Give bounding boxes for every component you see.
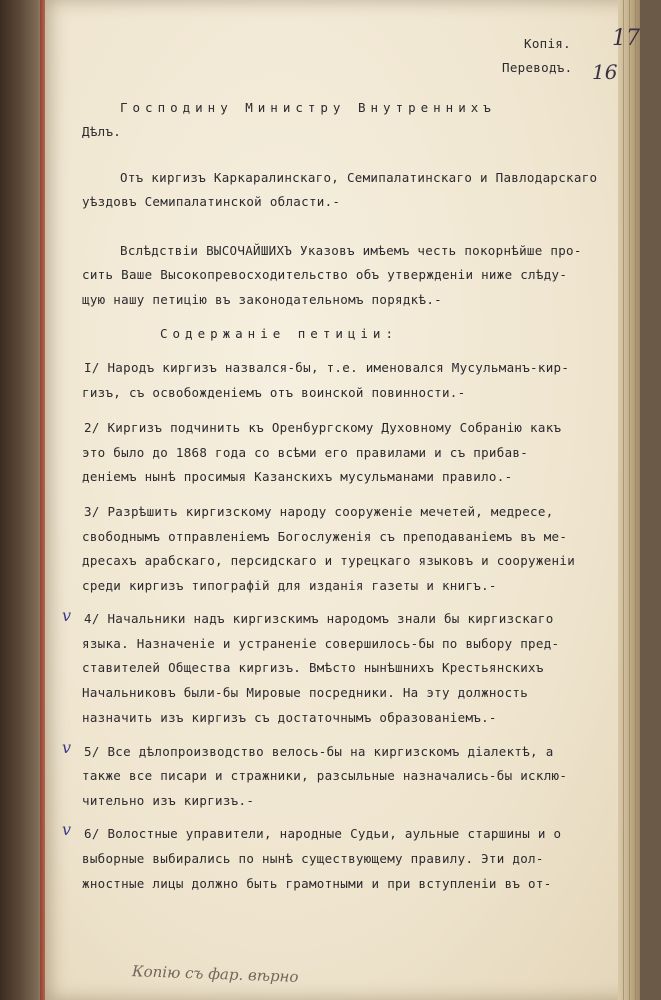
point-4-line-5: назначить изъ киргизъ съ достаточнымъ образованіемъ.-	[82, 710, 497, 725]
address-line-1: Господину Министру Внутреннихъ	[120, 100, 496, 115]
intro-line-3: щую нашу петицію въ законодательномъ порядкѣ.-	[82, 292, 442, 307]
point-6-line-2: выборные выбирались по нынѣ существующему правилу. Эти дол-	[82, 851, 544, 866]
point-1-line-2: гизъ, съ освобожденіемъ отъ воинской повинности.-	[82, 385, 466, 400]
intro-line-2: сить Ваше Высокопревосходительство объ утвержденіи ниже слѣду-	[82, 267, 568, 282]
point-3-line-2: свободнымъ отправленіемъ Богослуженія съ преподаваніемъ въ ме-	[82, 529, 568, 544]
folio-number-main: 17	[612, 26, 640, 51]
page-stack-edge	[618, 0, 640, 1000]
point-3-line-1: 3/ Разрѣшить киргизскому народу сооруженіе мечетей, медресе,	[84, 504, 554, 519]
check-mark-4: v	[62, 606, 72, 625]
folio-number-secondary: 16	[592, 60, 618, 84]
point-3-line-4: среди киргизъ типографій для изданія газеты и книгъ.-	[82, 578, 497, 593]
pencil-footer-note: Копію съ фар. вѣрно	[131, 962, 299, 986]
from-line-1: Отъ киргизъ Каркаралинскаго, Семипалатинскаго и Павлодарскаго	[120, 170, 598, 185]
point-1-line-1: I/ Народъ киргизъ назвался-бы, т.е. именовался Мусульманъ-кир-	[84, 360, 570, 375]
document-page	[40, 0, 640, 1000]
point-4-line-2: языка. Назначеніе и устраненіе совершилось-бы по выбору пред-	[82, 636, 560, 651]
point-2-line-1: 2/ Киргизъ подчинить къ Оренбургскому Духовному Собранію какъ	[84, 420, 562, 435]
point-2-line-3: деніемъ нынѣ просимыя Казанскихъ мусульманами правило.-	[82, 469, 513, 484]
point-4-line-1: 4/ Начальники надъ киргизскимъ народомъ знали бы киргизскаго	[84, 611, 554, 626]
translation-label: Переводъ.	[502, 60, 573, 75]
section-title: Содержаніе петиціи:	[160, 326, 398, 341]
point-5-line-1: 5/ Все дѣлопроизводство велось-бы на киргизскомъ діалектѣ, а	[84, 744, 554, 759]
address-line-2: Дѣлъ.	[82, 124, 122, 139]
point-4-line-4: Начальниковъ были-бы Мировые посредники. На эту должность	[82, 685, 529, 700]
check-mark-5: v	[62, 738, 72, 757]
point-6-line-1: 6/ Волостные управители, народные Судьи, аульные старшины и о	[84, 826, 562, 841]
copy-label: Копія.	[524, 36, 571, 51]
point-5-line-2: также все писари и стражники, разсыльные назначались-бы исклю-	[82, 768, 568, 783]
red-binding-strip	[40, 0, 45, 1000]
point-5-line-3: чительно изъ киргизъ.-	[82, 793, 255, 808]
point-2-line-2: это было до 1868 года со всѣми его правилами и съ прибав-	[82, 445, 529, 460]
point-4-line-3: ставителей Общества киргизъ. Вмѣсто нынѣшнихъ Крестьянскихъ	[82, 660, 544, 675]
intro-line-1: Вслѣдствіи ВЫСОЧАЙШИХЪ Указовъ имѣемъ честь покорнѣйше про-	[120, 243, 582, 258]
check-mark-6: v	[62, 820, 72, 839]
point-6-line-3: жностные лицы должно быть грамотными и при вступленіи въ от-	[82, 876, 552, 891]
point-3-line-3: дресахъ арабскаго, персидскаго и турецкаго языковъ и сооруженіи	[82, 553, 576, 568]
from-line-2: уѣздовъ Семипалатинской области.-	[82, 194, 341, 209]
